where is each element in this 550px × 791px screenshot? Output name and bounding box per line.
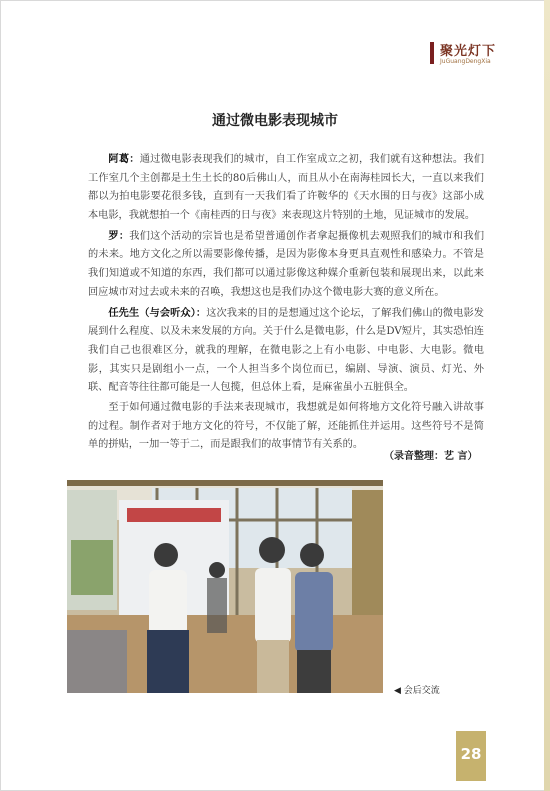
photo-caption: ◀ 会后交流: [394, 686, 440, 696]
paragraph: [88, 304, 484, 398]
transcription-credit: （录音整理：艺 言）: [384, 451, 478, 462]
brand-chinese: 聚光灯下: [440, 44, 497, 59]
paragraph-text: 这次我来的目的是想通过这个论坛，了解我们佛山的微电影发展到什么程度、以及未来发展的方向。关于什么是微电影，什么是DV短片，其实恐怕连我们自己也很难区分，就我的理解，在微电影之上有小电影、中电影、大电影。微电影，其实只是剧组小一点，一个人担当多个岗位而已，编剧、导演、演员、灯光、外联、配音等往往都可能是一人包揽，但总体上看，是麻雀虽小五脏俱全。: [88, 307, 484, 394]
magazine-brand: [430, 38, 540, 70]
paragraph: [88, 227, 484, 302]
paragraph-text: 至于如何通过微电影的手法来表现城市，我想就是如何将地方文化符号融入讲故事的过程。制作者对于地方文化的符号，不仅能了解，还能抓住并运用。这些符号不是简单的拼贴，一加一等于二，而是跟我们的故事情节有关系的。: [88, 402, 484, 451]
paragraph: [88, 150, 484, 225]
photo-illustration: [67, 480, 383, 693]
brand-bar: [430, 42, 434, 64]
page-number-box: [456, 731, 486, 781]
brand-pinyin: JuGuangDengXia: [440, 58, 491, 65]
event-photo: [67, 480, 383, 693]
speaker-label: 任先生（与会听众）：: [108, 306, 207, 319]
page-number: 28: [460, 745, 482, 763]
article-title: 通过微电影表现城市: [212, 113, 338, 129]
speaker-label: 阿葛：: [108, 153, 140, 165]
paragraph-text: 我们这个活动的宗旨也是希望普通创作者拿起摄像机去观照我们的城市和我们的未来。地方文化之所以需要影像传播，是因为影像本身更具直观性和感染力。不管是我们知道或不知道的东西，我们都可以通过影像这种媒介重新包装和展现出来，以此来回应城市对过去或未来的召唤，我想这也是我们办这个微电影大赛的意义所在。: [88, 230, 485, 298]
article-body: [88, 150, 484, 457]
speaker-label: 罗：: [108, 229, 130, 242]
paragraph-text: 通过微电影表现我们的城市，自工作室成立之初，我们就有这种想法。我们工作室几个主创都是土生土长的80后佛山人，而且从小在南海桂园长大，一直以来我们都以为拍电影要花很多钱，直到有一天我们看了许鞍华的《天水围的日与夜》这部小成本电影，我就想拍一个《南桂西的日与夜》来表现这片特别的土地，见证城市的发展。: [88, 154, 485, 221]
